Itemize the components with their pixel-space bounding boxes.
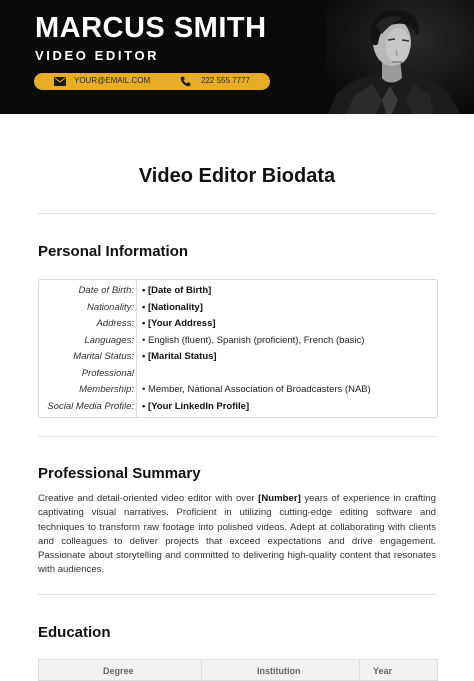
- row-label: Marital Status:: [73, 351, 134, 362]
- document-title: Video Editor Biodata: [138, 165, 336, 187]
- row-label: Languages:: [84, 334, 134, 346]
- row-value: • Member, National Association of Broadcasters (NAB): [142, 384, 371, 395]
- column-header-year: Year: [373, 666, 393, 676]
- section-title-education: Education: [38, 624, 111, 641]
- divider: [38, 436, 436, 437]
- profile-photo: [326, 0, 474, 114]
- table-row: [39, 368, 437, 384]
- table-row: [39, 384, 437, 400]
- table-row: [39, 335, 437, 351]
- row-label: Date of Birth:: [78, 285, 134, 296]
- divider: [38, 213, 436, 214]
- envelope-icon: [54, 77, 66, 86]
- divider: [38, 594, 436, 595]
- contact-bar: [34, 73, 270, 90]
- section-title-professional-summary: Professional Summary: [38, 465, 201, 482]
- phone-icon: [180, 76, 191, 87]
- row-label: Address:: [96, 318, 134, 329]
- row-label: Professional: [81, 367, 134, 379]
- personal-info-table: [38, 279, 438, 418]
- table-row: [39, 351, 437, 367]
- education-table: [38, 659, 438, 681]
- resume-header: [0, 0, 474, 114]
- table-row: [39, 302, 437, 318]
- summary-text: years of experience in crafting captivating visual narratives. Proficient in utilizing cutting-edge editing software and techniques to transform raw footage into polished videos. Adept at collaborating with clients and colleagues to deliver projects that exceed expectations and drive engagement. Passionate about storytelling and committed to delivering high-quality content that resonates with audiences.: [38, 493, 436, 576]
- column-separator: [201, 660, 202, 680]
- table-row: [39, 285, 437, 301]
- table-row: [39, 318, 437, 334]
- column-header-degree: Degree: [103, 666, 134, 676]
- row-value: • [Your LinkedIn Profile]: [142, 400, 250, 412]
- section-title-personal-information: Personal Information: [38, 243, 189, 260]
- row-label: Membership:: [79, 384, 134, 395]
- column-header-institution: Institution: [257, 666, 301, 676]
- candidate-role: VIDEO EDITOR: [35, 48, 160, 63]
- contact-phone[interactable]: 222 555 7777: [201, 76, 250, 85]
- row-value: • [Nationality]: [142, 301, 203, 313]
- row-label: Nationality:: [87, 301, 134, 313]
- row-label: Social Media Profile:: [47, 400, 134, 412]
- candidate-name: MARCUS SMITH: [35, 12, 267, 44]
- table-row: [39, 401, 437, 417]
- row-value: • [Your Address]: [142, 318, 216, 329]
- row-value: • [Date of Birth]: [142, 285, 212, 296]
- column-separator: [359, 660, 360, 680]
- row-value: • [Marital Status]: [142, 351, 217, 362]
- summary-placeholder: [Number]: [258, 493, 301, 504]
- contact-email[interactable]: YOUR@EMAIL.COM: [74, 76, 151, 85]
- summary-paragraph: [38, 492, 436, 578]
- row-value: • English (fluent), Spanish (proficient), French (basic): [142, 334, 365, 346]
- summary-text: Creative and detail-oriented video editor with over: [38, 493, 259, 504]
